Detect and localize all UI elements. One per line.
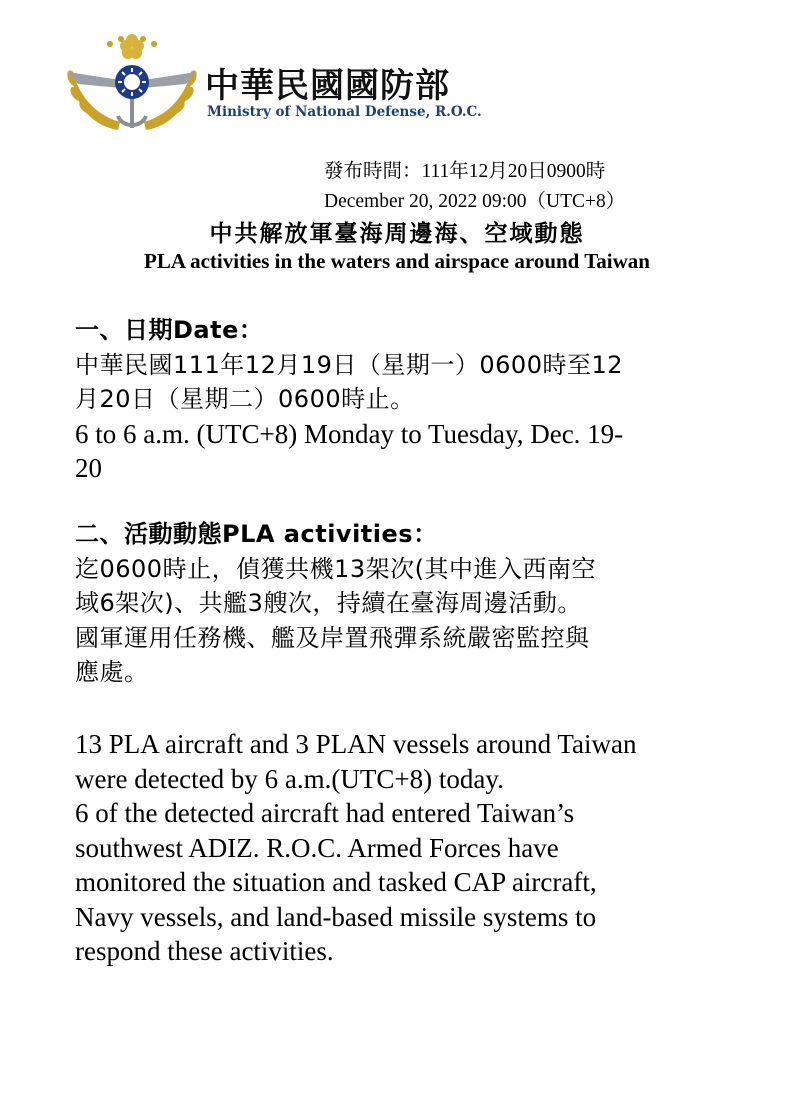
section-activities-zh-line: 域6架次)、共艦3艘次，持續在臺海周邊活動。 xyxy=(75,589,582,617)
section-date-en-line: 6 to 6 a.m. (UTC+8) Monday to Tuesday, Dec. 19- xyxy=(75,418,624,449)
summary-line: respond these activities. xyxy=(75,936,334,966)
release-time-en: December 20, 2022 09:00（UTC+8） xyxy=(324,191,626,212)
summary-line: monitored the situation and tasked CAP aircraft, xyxy=(75,867,597,897)
section-date-en-line: 20 xyxy=(75,453,102,483)
section-activities-heading: 二、活動動態PLA activities： xyxy=(75,520,438,548)
section-date xyxy=(75,313,755,486)
summary-line: 13 PLA aircraft and 3 PLAN vessels around Taiwan xyxy=(75,729,637,759)
page-title-en: PLA activities in the waters and airspace around Taiwan xyxy=(144,249,650,273)
summary-line: Navy vessels, and land-based missile systems to xyxy=(75,901,597,932)
section-date-zh-line: 中華民國111年12月19日（星期一）0600時至12 xyxy=(75,350,624,379)
section-activities-zh-line: 應處。 xyxy=(75,658,149,686)
release-time-zh: 發布時間：111年12月20日0900時 xyxy=(324,161,606,182)
mnd-emblem-logo xyxy=(58,30,206,142)
page-title-zh: 中共解放軍臺海周邊海、空域動態 xyxy=(209,221,585,247)
release-time xyxy=(324,157,625,217)
section-activities xyxy=(75,517,755,690)
summary-line: southwest ADIZ. R.O.C. Armed Forces have xyxy=(75,832,559,863)
summary-line: 6 of the detected aircraft had entered Taiwan’s xyxy=(75,798,575,828)
section-date-zh-line: 月20日（星期二）0600時止。 xyxy=(75,385,415,413)
section-activities-zh-line: 迄0600時止，偵獲共機13架次(其中進入西南空 xyxy=(75,554,596,583)
org-name-zh: 中華民國國防部 xyxy=(205,66,450,106)
summary-line: were detected by 6 a.m.(UTC+8) today. xyxy=(75,763,504,794)
org-name-en: Ministry of National Defense, R.O.C. xyxy=(207,104,482,120)
section-date-heading: 一、日期Date： xyxy=(75,316,264,344)
section-english-summary xyxy=(75,727,755,969)
section-activities-zh-line: 國軍運用任務機、艦及岸置飛彈系統嚴密監控與 xyxy=(75,623,590,652)
